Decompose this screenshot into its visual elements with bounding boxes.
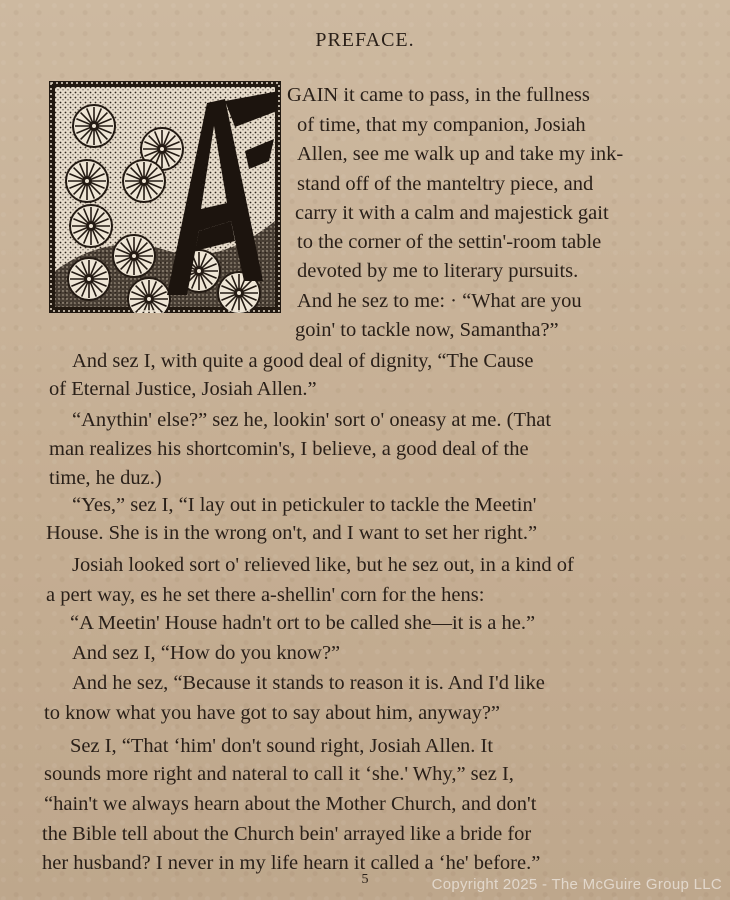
text-line-content: And sez I, with quite a good deal of dignity, “The Cause xyxy=(72,350,534,372)
copyright-watermark: Copyright 2025 - The McGuire Group LLC xyxy=(431,876,722,893)
text-line xyxy=(295,201,697,225)
text-line-content: Josiah looked sort o' relieved like, but he sez out, in a kind of xyxy=(72,554,574,576)
text-line-content: her husband? I never in my life hearn it called a ‘he' before.” xyxy=(42,852,541,874)
text-line-content: Sez I, “That ‘him' don't sound right, Josiah Allen. It xyxy=(70,735,494,757)
text-line-content: stand off of the manteltry piece, and xyxy=(297,173,594,195)
page-title: PREFACE. xyxy=(315,29,415,51)
text-line xyxy=(49,377,317,401)
text-line-content: a pert way, es he set there a-shellin' corn for the hens: xyxy=(46,584,485,606)
text-line xyxy=(49,466,162,490)
text-line xyxy=(297,113,697,137)
text-line-content: And he sez to me: · “What are you xyxy=(297,290,582,312)
text-line-content: of Eternal Justice, Josiah Allen.” xyxy=(49,378,317,400)
text-line xyxy=(295,318,697,342)
text-line xyxy=(72,493,536,517)
text-line-content: sounds more right and nateral to call it ‘she.' Why,” sez I, xyxy=(44,763,514,785)
text-line-content: goin' to tackle now, Samantha?” xyxy=(295,319,559,341)
decorative-initial-letter-A xyxy=(49,81,281,313)
text-line-content: carry it with a calm and majestick gait xyxy=(295,202,609,224)
text-line-content: And sez I, “How do you know?” xyxy=(72,642,341,664)
text-line xyxy=(287,83,697,107)
text-line xyxy=(46,521,537,545)
text-line xyxy=(70,734,493,758)
text-line xyxy=(297,259,697,283)
text-line xyxy=(49,437,529,461)
text-line-content: to know what you have got to say about him, anyway?” xyxy=(44,702,501,724)
text-line xyxy=(42,822,531,846)
text-line-content: And he sez, “Because it stands to reason it is. And I'd like xyxy=(72,672,545,694)
text-line xyxy=(72,671,545,695)
text-line xyxy=(44,701,500,725)
text-line xyxy=(297,142,697,166)
text-line-content: devoted by me to literary pursuits. xyxy=(297,260,579,282)
text-line-content: of time, that my companion, Josiah xyxy=(297,114,586,136)
text-line xyxy=(72,641,340,665)
text-line xyxy=(72,349,534,373)
text-line-content: “hain't we always hearn about the Mother Church, and don't xyxy=(44,793,537,815)
text-line-content: Allen, see me walk up and take my ink- xyxy=(297,143,624,165)
text-line-content: GAIN it came to pass, in the fullness xyxy=(287,84,590,106)
text-line-content: the Bible tell about the Church bein' arrayed like a bride for xyxy=(42,823,532,845)
page-number: 5 xyxy=(361,872,369,887)
text-line xyxy=(297,289,697,313)
text-line-content: “Yes,” sez I, “I lay out in petickuler to tackle the Meetin' xyxy=(72,494,537,516)
text-line xyxy=(297,172,697,196)
text-line-content: “A Meetin' House hadn't ort to be called she—it is a he.” xyxy=(70,612,536,634)
text-line xyxy=(72,553,574,577)
text-line xyxy=(44,792,536,816)
text-line xyxy=(297,230,697,254)
text-line-content: “Anythin' else?” sez he, lookin' sort o' oneasy at me. (That xyxy=(72,409,552,431)
text-line xyxy=(46,583,484,607)
text-line xyxy=(70,611,535,635)
text-line-content: man realizes his shortcomin's, I believe, a good deal of the xyxy=(49,438,529,460)
text-line-content: time, he duz.) xyxy=(49,467,162,489)
text-line xyxy=(44,762,514,786)
text-line xyxy=(72,408,551,432)
text-line-content: to the corner of the settin'-room table xyxy=(297,231,602,253)
text-line-content: House. She is in the wrong on't, and I want to set her right.” xyxy=(46,522,538,544)
